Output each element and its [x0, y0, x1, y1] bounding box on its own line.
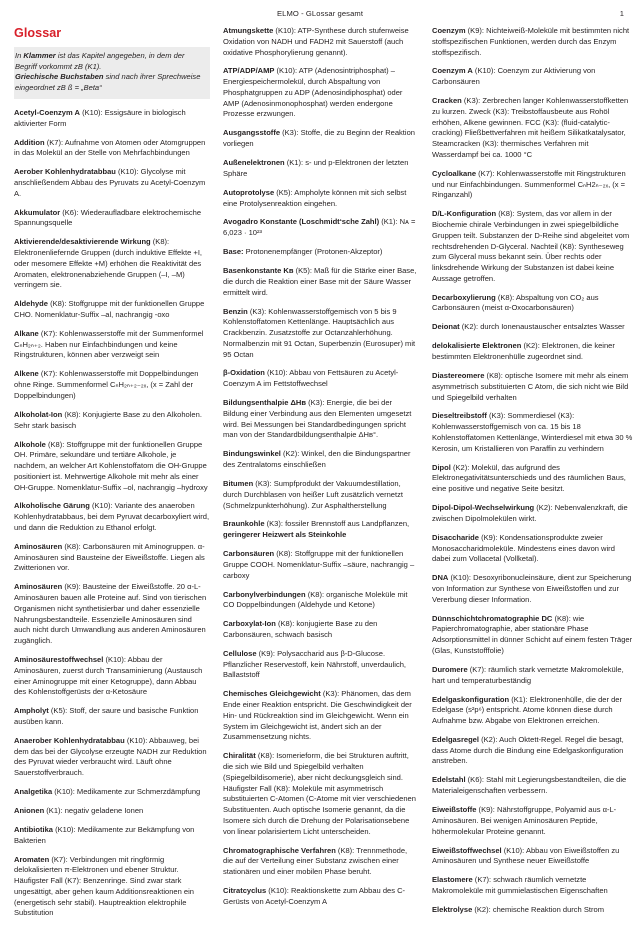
glossary-term: Chromatographische Verfahren: [223, 845, 336, 855]
glossary-definition: (K1): s- und p-Elektronen der letzten Sphäre: [223, 158, 409, 178]
glossary-term: Eiweißstoffwechsel: [432, 845, 502, 855]
page-header: [10, 0, 630, 26]
glossary-term: Atmungskette: [223, 26, 274, 35]
glossary-entry: [432, 533, 634, 565]
glossary-term: β-Oxidation: [223, 368, 265, 378]
glossary-definition: (K5): Maß für die Stärke einer Base, die durch die Reaktion einer Base mit der Säure Wasser ermittelt wird.: [223, 266, 417, 297]
glossary-definition: (K1): Elektronenhülle, die der der Edelgase (s²p⁶) entspricht. Atome können diese durch Aufnahme bzw. Abgabe von Elektronen erreichen.: [432, 694, 623, 725]
glossary-definition-emphasis: geringerer Heizwert als Steinkohle: [223, 530, 347, 540]
glossary-definition: (K10): Abbau von Eiweißstoffen zu Aminosäuren und Synthese neuer Eiweißstoffe: [432, 845, 620, 866]
glossary-term: Cycloalkane: [432, 168, 477, 178]
header-title: ELMO - GLossar gesamt: [276, 9, 364, 18]
glossary-definition: (K3): fossiler Brennstoff aus Landpflanzen,: [264, 519, 410, 529]
glossary-entries-column-2: [223, 26, 419, 907]
glossary-term: Alkoholische Gärung: [14, 501, 90, 511]
glossary-term: Decarboxylierung: [432, 292, 496, 302]
glossary-entry: [432, 371, 634, 403]
glossary-entry: [432, 614, 634, 657]
glossary-definition: (K2): Auch Oktett-Regel. Regel die besagt, dass Atome durch die Bindung eine Edelgaskonfiguration anstreben.: [432, 734, 624, 766]
glossary-definition: (K10): Abbau von Fettsäuren zu Acetyl-Coenzym A im Fettstoffwechsel: [223, 368, 399, 389]
glossary-definition: (K8): Carbonsäuren mit Aminogruppen. α-Aminosäuren sind Bausteine der Eiweißstoffe. Liegen als Zwitterionen vor.: [14, 541, 205, 573]
glossary-term: Dieseltreibstoff: [432, 411, 487, 421]
glossary-definition: (K8): Abspaltung von CO₂ aus Carbonsäuren (meist α-Oxocarbonsäuren): [432, 292, 599, 313]
glossary-definition: (K8): konjugierte Base zu den Carbonsäuren, schwach basisch: [223, 619, 378, 639]
glossary-definition: (K8): Konjugierte Base zu den Alkoholen. Sehr stark basisch: [14, 409, 202, 430]
glossary-term: Aktivierende/desaktivierende Wirkung: [14, 237, 151, 247]
glossary-definition: (K2): chemische Reaktion durch Strom: [472, 904, 604, 914]
glossary-definition: (K8): Stoffgruppe mit der funktionellen Gruppe COOH. Nomenklatur-Suffix –säure, nachrangig –carboxy: [223, 549, 415, 580]
glossary-entry: [223, 449, 419, 471]
glossary-definition: (K5): Ampholyte können mit sich selbst eine Protolysenreaktion eingehen.: [223, 187, 407, 208]
glossary-term: Autoprotolyse: [223, 187, 275, 197]
page-title: Glossar: [14, 26, 62, 40]
glossary-term: Ausgangsstoffe: [223, 128, 281, 138]
glossary-definition: (K9): Polysaccharid aus β-D-Glucose. Pflanzlicher Reservestoff, kein Nährstoff, unverdaulich, Ballaststoff: [223, 648, 407, 680]
glossary-entry: [14, 706, 210, 728]
glossary-entry: [432, 66, 634, 88]
glossary-term: Außenelektronen: [223, 158, 285, 168]
glossary-entry: [432, 96, 634, 161]
glossary-term: Elektrolyse: [432, 904, 473, 914]
glossary-definition: (K9): Bausteine der Eiweißstoffe. 20 α-L-Aminosäuren bauen alle Proteine auf. Sind von tierischen Organismen nicht synthetisierbar und daher essenzielle Nahrungsbestandteile. Essenzielle Aminosäuren sind auch nicht durch Umwandlung aus anderen Aminosäuren zugänglich.: [14, 582, 207, 646]
glossary-entry: [223, 307, 419, 361]
glossary-term: Aldehyde: [14, 299, 48, 309]
glossary-definition: (K7): räumlich stark vernetzte Makromoleküle, hart und temperaturbeständig: [432, 664, 624, 685]
glossary-term: Diastereomere: [432, 371, 485, 380]
glossary-term: Ampholyt: [14, 706, 49, 716]
glossary-entry: [14, 806, 210, 817]
glossary-term: Basenkonstante Kʙ: [223, 266, 294, 276]
glossary-definition: (K2): Nebenvalenzkraft, die zwischen Dipolmolekülen wirkt.: [432, 503, 628, 523]
glossary-term: Aerober Kohlenhydratabbau: [14, 167, 116, 177]
glossary-term: Anionen: [14, 806, 45, 815]
glossary-entry: [432, 735, 634, 767]
glossary-entry: [223, 549, 419, 581]
glossary-definition: (K10): ATP (Adenosintriphosphat) – Energiespeichermolekül, durch Abspaltung von Phosphatgruppen zu ADP (Adenosindiphosphat) oder AMP (Adenosinmonophosphat) werden endergone Prozesse erzwungen.: [223, 66, 403, 119]
glossary-term: Carbonylverbindungen: [223, 589, 306, 599]
glossary-definition: (K10): Desoxyribonucleinsäure, dient zur Speicherung von Information zur Synthese von Eiweißstoffen und zur Vererbung dieser Information.: [432, 573, 632, 604]
glossary-definition: (K7): Kohlenwasserstoffe mit Doppelbindungen ohne Ringe. Summenformel CₙH₂ₙ₊₂₋₂ₓ, (x = Zahl der Doppelbindungen): [14, 369, 199, 400]
glossary-entry: [432, 322, 634, 333]
glossary-term: delokalisierte Elektronen: [432, 341, 522, 351]
glossary-entry: [432, 695, 634, 727]
glossary-definition: (K2): Molekül, das aufgrund des Elektronegativitätsunterschieds und des räumlichen Baus, eine positive und negative Seite besitzt.: [432, 462, 626, 494]
glossary-definition: (K7): Verbindungen mit ringförmig delokalisierten π-Elektronen und ebener Struktur. Häufigster Fall (K7): Benzenringe. Sind zwar stark ungesättigt, aber gehen kaum Additionsreaktionen ein (energetisch sehr stabil). Hauptreaktion elektrophile Substitution: [14, 854, 194, 918]
glossary-term: Base:: [223, 247, 244, 257]
intro-note: [14, 47, 210, 99]
glossary-definition: (K10): Essigsäure in biologisch aktivierter Form: [14, 107, 186, 128]
glossary-term: Alkoholat-Ion: [14, 409, 63, 419]
glossary-term: Dünnschichtchromatographie DC: [432, 613, 553, 623]
glossary-entry: [223, 689, 419, 743]
glossary-entry: [223, 368, 419, 390]
glossary-entry: [432, 411, 634, 454]
glossary-entry: [14, 440, 210, 494]
glossary-definition: (K8): Elektronenliefernde Gruppen (durch induktive Effekte +I, oder mesomere Effekte +M) erhöhen die Reaktivität des Aromaten, elektronenabziehende Gruppen (–I, –M) verringern sie.: [14, 237, 203, 290]
glossary-term: Aminosäuren: [14, 541, 63, 551]
glossary-entry: [432, 665, 634, 687]
glossary-entry: [223, 649, 419, 681]
glossary-entry: [223, 128, 419, 150]
glossary-term: Bildungsenthalpie ΔHʙ: [223, 398, 307, 408]
glossary-term: Duromere: [432, 664, 468, 674]
glossary-term: Disaccharide: [432, 532, 479, 542]
glossary-term: DNA: [432, 573, 449, 583]
glossary-term: Bitumen: [223, 479, 254, 488]
glossary-definition: (K3): Zerbrechen langer Kohlenwasserstoffketten zu kurzen. Zweck (K3): Treibstoffausbeute aus Rohöl erhöhen, Alkene gewinnen. FCC (K3): (fluid-catalytic-cracking) Fließbettverfahren mit heißem Silikatkatalysator, Steamcracken (K3): thermisches Verfahren mit Wasserdampf bei ca. 1000 °C: [432, 96, 629, 159]
glossary-entry: [14, 501, 210, 533]
glossary-entry: [14, 736, 210, 779]
glossary-entry: [223, 886, 419, 908]
glossary-entry: [223, 751, 419, 837]
glossary-entry: [14, 825, 210, 847]
glossary-definition: (K8): Trennmethode, die auf der Verteilung einer Substanz zwischen einer stationären und einer mobilen Phase beruht.: [223, 845, 408, 876]
glossary-definition: (K8): Stoffgruppe mit der funktionellen Gruppe CHO. Nomenklatur-Suffix –al, nachrangig -oxo: [14, 299, 205, 319]
glossary-definition: (K10): Coenzym zur Aktivierung von Carbonsäuren: [432, 66, 596, 87]
glossary-entry: [223, 217, 419, 239]
glossary-term: Avogadro Konstante (Loschmidt‘sche Zahl): [223, 217, 380, 227]
glossary-term: Cracken: [432, 96, 462, 106]
glossary-definition: (K3): Energie, die bei der Bildung einer Verbindung aus den Elementen umgesetzt wird. Bei Messungen bei Standardbedingungen spricht man von der Standardbildungsenthalpie ΔHʙ°.: [223, 398, 412, 440]
glossary-definition: (K10): ATP-Synthese durch stufenweise Oxidation von NADH und FADH2 mit Sauerstoff (auch oxidative Phosphorylierung genannt).: [223, 26, 409, 57]
glossary-definition: (K9): Nährstoffgruppe, Polyamid aus α-L-Aminosäuren. Bei wenigen Aminosäuren Peptide, höhermolekular Proteine genannt.: [432, 805, 617, 836]
glossary-entry: [14, 787, 210, 798]
glossary-term: Carbonsäuren: [223, 549, 275, 559]
glossary-definition: (K10): Medikamente zur Schmerzdämpfung: [52, 787, 201, 797]
glossary-entry: [223, 619, 419, 641]
glossary-entry: [14, 237, 210, 291]
glossary-term: Anaerober Kohlenhydratabbau: [14, 735, 125, 745]
glossary-definition: (K7): Aufnahme von Atomen oder Atomgruppen in das Molekül an der Stelle von Mehrfachbindungen: [14, 137, 206, 158]
glossary-definition: (K8): System, das vor allem in der Biochemie chirale Verbindungen in zwei spiegelbildliche Gruppen teilt. Substanzen der D-Reihe sind abgeleitet vom rechtsdrehenden D-Glyceral. Nachteil (K8): Syntheseweg zum Glyceral muss bekannt sein. Über rechts oder linksdrehende Wirkung der Substanzen ist dabei keine Aussage getroffen.: [432, 209, 630, 283]
glossary-term: Chiralität: [223, 751, 256, 761]
glossary-entry: [14, 582, 210, 647]
intro-prefix: In: [15, 51, 24, 60]
glossary-term: Antibiotika: [14, 824, 53, 834]
glossary-entry: [432, 846, 634, 868]
glossary-definition: (K3): Sommerdiesel (K3): Kohlenwasserstoffgemisch von ca. 15 bis 18 Kohlenstoffatomen Kettenlänge, Winterdiesel mit etwa 30 % Kerosin, um Kristallieren von Paraffin zu verhindern: [432, 411, 633, 453]
glossary-entry: [432, 875, 634, 897]
glossary-definition: (K3): Kohlenwasserstoffgemisch von 5 bis 9 Kohlenstoffatomen Kettenlänge. Hauptsächlich aus Crackbenzin. Zusatzstoffe zur Octanzahlerhöhung. Normalbenzin mit 91 Octan, Superbenzin (Eurosuper) mit 95 Octan: [223, 306, 416, 359]
glossary-entry: [223, 846, 419, 878]
glossary-definition: (K9): Kondensationsprodukte zweier Monosaccharidmoleküle. Mindestens eines davon wird dabei zum Vollacetal (Vollketal).: [432, 532, 615, 564]
glossary-entry: [223, 247, 419, 258]
glossary-entry: [14, 329, 210, 361]
glossary-entry: [432, 775, 634, 797]
intro-line-1: [15, 51, 206, 72]
glossary-definition: (K2): Winkel, den die Bindungspartner des Zentralatoms einschließen: [223, 449, 411, 470]
glossary-term: Braunkohle: [223, 519, 265, 529]
glossary-definition: (K8): Isomerieform, die bei Strukturen auftritt, die sich wie Bild und Spiegelbild verhalten (Spiegelbildisomerie), aber nicht deckungsgleich sind. Häufigster Fall (K8): Moleküle mit asymmetrisch substituierten C-Atomen (C-Atome mit vier verschiedenen Substituenten. Auch optische Isomerie genannt, da die Isomere sich durch die Drehung der Polarisationsebene von linear polarisiertem Licht unterscheiden.: [223, 751, 416, 836]
glossary-definition: (K10): Variante des anaeroben Kohlenhydratabbaus, bei dem Pyruvat decarboxyliert wird, und dann die Reduktion zu Ethanol erfolgt.: [14, 501, 210, 532]
glossary-entry: [432, 905, 634, 916]
glossary-definition: Protonenempfänger (Protonen-Akzeptor): [243, 247, 383, 257]
glossary-definition: (K10): Reaktionskette zum Abbau des C-Gerüsts von Acetyl-Coenzym A: [223, 885, 406, 906]
glossary-entry: [223, 26, 419, 58]
glossary-term: Citratcyclus: [223, 885, 267, 895]
intro-bold-griechisch: Griechische Buchstaben: [15, 72, 104, 82]
glossary-entry: [14, 542, 210, 574]
glossary-term: Chemisches Gleichgewicht: [223, 689, 321, 699]
glossary-definition: (K1): Nᴀ = 6,023 · 10²³: [223, 217, 416, 238]
glossary-definition: (K2): Elektronen, die keiner bestimmten Elektronenhülle zugeordnet sind.: [432, 341, 615, 362]
glossary-term: Deionat: [432, 322, 460, 332]
glossary-definition: (K9): Nichteiweiß-Moleküle mit bestimmten nicht stoffspezifischen Funktionen, werden durch das Enzym stoffspezifisch.: [432, 26, 630, 57]
glossary-entry: [14, 138, 210, 160]
column-2: [223, 26, 419, 916]
glossary-entry: [432, 463, 634, 495]
glossary-definition: (K3): Phänomen, das dem Ende einer Reaktion entspricht. Die Geschwindigkeit der Hin- und Rückreaktion sind im Gleichgewicht. Wenn ein System im Gleichgewicht ist, ändert sich an der Zusammensetzung nichts.: [223, 689, 412, 742]
glossary-entry: [432, 805, 634, 837]
intro-line-2: [15, 72, 206, 93]
glossary-entry: [223, 398, 419, 441]
glossary-term: Edelstahl: [432, 775, 466, 785]
glossary-term: Bindungswinkel: [223, 449, 281, 459]
glossary-entry: [432, 341, 634, 363]
glossary-term: Acetyl-Coenzym A: [14, 107, 80, 117]
glossary-definition: (K5): Stoff, der saure und basische Funktion ausüben kann.: [14, 706, 199, 726]
header-page-number: 1: [619, 9, 624, 18]
glossary-term: Dipol: [432, 462, 451, 472]
glossary-entry: [14, 855, 210, 920]
glossary-definition: (K7): schwach räumlich vernetzte Makromoleküle mit gummielastischen Eigenschaften: [432, 875, 608, 895]
glossary-entry: [432, 26, 634, 58]
glossary-definition: (K7): Kohlenwasserstoffe mit Ringstrukturen und nur Einfachbindungen. Summenformel CₙH2ₙ₋₂ₓ, (x = Ringanzahl): [432, 168, 626, 200]
glossary-term: Dipol-Dipol-Wechselwirkung: [432, 503, 535, 513]
glossary-definition: (K8): Stoffgruppe mit der funktionellen Gruppe OH. Primäre, sekundäre und tertiäre Alkohole, je nachdem, an welcher Art Kohlenstoffatom die OH-Gruppe positioniert ist. Mehrwertige Alkohole mit mehr als einer OH-Gruppe. Nomenklatur-Suffix –ol, nachrangig –hydroxy: [14, 439, 208, 492]
glossary-term: Benzin: [223, 306, 248, 316]
glossary-entries-column-1: [14, 108, 210, 919]
glossary-definition: (K3): Sumpfprodukt der Vakuumdestillation, durch Durchblasen von heißer Luft zusätzlich vernetzt (Schmelzpunkterhöhung). Zur Asphaltherstellung: [223, 479, 403, 510]
glossary-term: Alkohole: [14, 439, 46, 449]
glossary-definition: (K10): Abbau der Aminosäuren, zuerst durch Transaminierung (Austausch einer Aminogruppe mit einer Ketogruppe), dann Abbau des Kohlenstoffgerüsts der α-Ketosäure: [14, 655, 203, 697]
glossary-entry: [223, 519, 419, 541]
glossary-definition: (K6): Wiederaufladbare elektrochemische Spannungsquelle: [14, 207, 202, 228]
glossary-term: Alkane: [14, 328, 39, 338]
glossary-term: Alkene: [14, 369, 39, 379]
glossary-entries-column-3: [432, 26, 634, 916]
glossary-definition: (K6): Stahl mit Legierungsbestandteilen, die die Materialeigenschaften verbessern.: [432, 775, 627, 796]
glossary-definition: (K8): wie Papierchromatographie, aber stationäre Phase Adsorptionsmittel in dünner Schicht auf einem festen Träger (Glas, Kunststofffolie): [432, 613, 633, 655]
glossary-entry: [14, 167, 210, 199]
glossary-definition: (K10): Abbauweg, bei dem das bei der Glycolyse erzeugte NADH zur Reduktion des Pyruvat wieder verbraucht wird. Läuft ohne Sauerstoffverbrauch.: [14, 735, 207, 778]
glossary-definition: (K2): durch Ionenaustauscher entsalztes Wasser: [459, 322, 625, 332]
column-1: [14, 26, 210, 927]
glossary-term: Edelgasregel: [432, 734, 479, 744]
glossary-entry: [223, 590, 419, 612]
glossary-entry: [223, 266, 419, 298]
glossary-entry: [14, 410, 210, 432]
glossary-entry: [14, 299, 210, 321]
glossary-term: Cellulose: [223, 648, 257, 658]
glossary-entry: [14, 108, 210, 130]
glossary-entry: [223, 479, 419, 511]
glossary-term: Aminosäurestoffwechsel: [14, 655, 104, 664]
glossary-entry: [432, 169, 634, 201]
glossary-definition: (K7): Kohlenwasserstoffe mit der Summenformel CₙH₂ₙ₊₂. Haben nur Einfachbindungen und keine Ringstrukturen, können aber verzweigt sein: [14, 328, 204, 360]
glossary-term: ATP/ADP/AMP: [223, 66, 275, 76]
intro-bold-klammer: Klammer: [23, 51, 56, 60]
column-3: [432, 26, 634, 924]
glossary-term: Edelgaskonfiguration: [432, 694, 510, 704]
glossary-term: D/L-Konfiguration: [432, 209, 497, 219]
glossary-entry: [432, 293, 634, 315]
glossary-entry: [432, 573, 634, 605]
intro-rest-2: sind nach ihrer Sprechweise eingeordnet zB ß = „Beta“: [15, 72, 201, 93]
glossary-definition: (K8): organische Moleküle mit CO Doppelbindungen (Aldehyde und Ketone): [223, 589, 408, 610]
glossary-entry: [14, 655, 210, 698]
glossary-definition: (K10): Medikamente zur Bekämpfung von Bakterien: [14, 824, 195, 845]
glossary-term: Aminosäuren: [14, 582, 63, 592]
glossary-entry: [432, 503, 634, 525]
glossary-entry: [14, 369, 210, 401]
glossary-term: Analgetika: [14, 787, 53, 797]
glossary-definition: (K10): Glycolyse mit anschließendem Abbau des Pyruvats zu Acetyl-Coenzym A.: [14, 167, 206, 198]
glossary-entry: [432, 209, 634, 284]
glossary-term: Aromaten: [14, 854, 50, 864]
glossary-term: Carboxylat-Ion: [223, 619, 276, 629]
glossary-term: Elastomere: [432, 875, 473, 885]
columns-container: [10, 26, 633, 927]
glossary-term: Addition: [14, 137, 45, 147]
glossary-entry: [14, 208, 210, 230]
glossary-term: Coenzym A: [432, 66, 473, 76]
glossary-entry: [223, 188, 419, 210]
glossary-definition: (K8): optische Isomere mit mehr als einem asymmetrisch substituierten C Atom, die sich nicht wie Bild und Spiegelbild verhalten: [432, 371, 629, 402]
glossary-term: Akkumulator: [14, 207, 61, 217]
glossary-definition: (K1): negativ geladene Ionen: [44, 806, 144, 815]
glossary-term: Eiweißstoffe: [432, 805, 477, 815]
glossary-term: Coenzym: [432, 26, 466, 35]
glossary-entry: [223, 66, 419, 120]
glossary-entry: [223, 158, 419, 180]
glossary-definition: (K3): Stoffe, die zu Beginn der Reaktion vorliegen: [223, 128, 415, 149]
intro-rest-1: ist das Kapitel angegeben, in dem der Begriff vorkommt zB (K1).: [15, 51, 185, 71]
